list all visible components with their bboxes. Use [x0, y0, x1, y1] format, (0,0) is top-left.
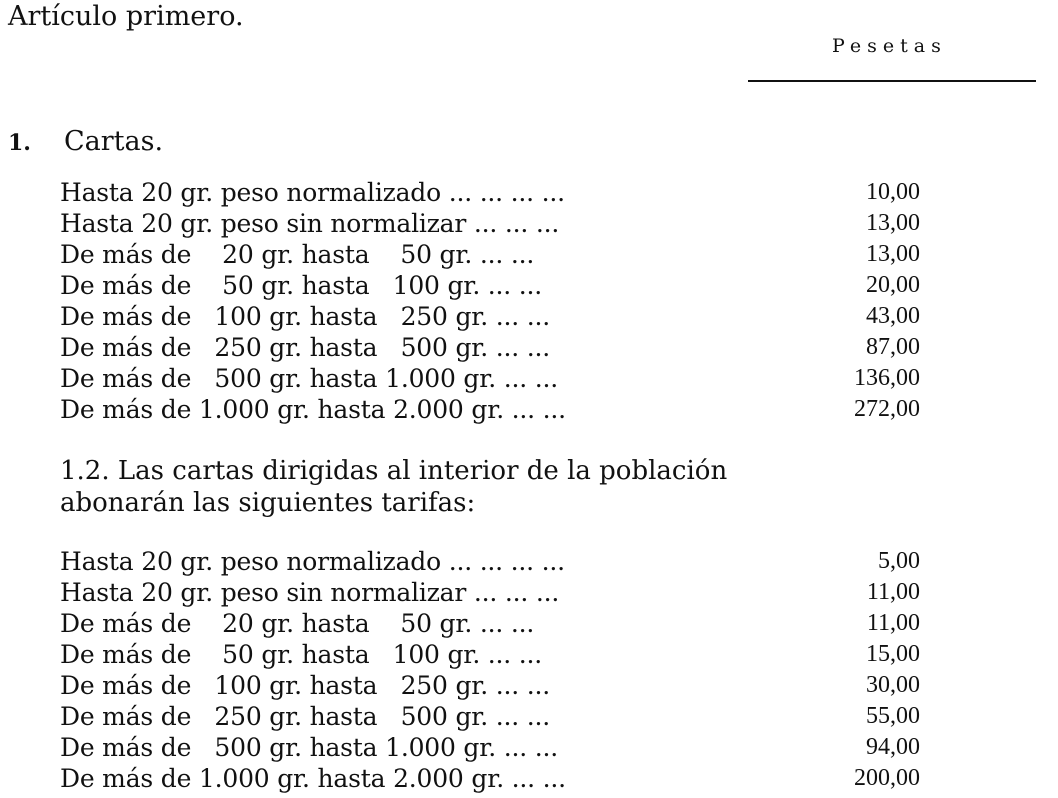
rate-description: Hasta 20 gr. peso normalizado ... ... ... ... — [60, 547, 565, 576]
rate-row — [60, 301, 930, 332]
rate-price: 30,00 — [866, 672, 920, 698]
rate-row — [60, 732, 930, 763]
section-heading — [8, 126, 163, 159]
rate-row — [60, 670, 930, 701]
rate-description: De más de 20 gr. hasta 50 gr. ... ... — [60, 240, 535, 269]
rate-price: 11,00 — [866, 579, 920, 605]
header-rule — [748, 80, 1036, 82]
rate-description: De más de 1.000 gr. hasta 2.000 gr. ... ... — [60, 764, 566, 793]
rate-price: 43,00 — [866, 303, 920, 329]
rate-price: 272,00 — [854, 396, 920, 422]
rate-description: De más de 250 gr. hasta 500 gr. ... ... — [60, 333, 550, 362]
rate-row — [60, 332, 930, 363]
rate-description: Hasta 20 gr. peso sin normalizar ... ... ... — [60, 578, 560, 607]
rate-description: De más de 50 gr. hasta 100 gr. ... ... — [60, 271, 543, 300]
rate-description: De más de 500 gr. hasta 1.000 gr. ... ... — [60, 364, 558, 393]
rate-price: 136,00 — [854, 365, 920, 391]
rate-row — [60, 763, 930, 794]
rate-description: De más de 50 gr. hasta 100 gr. ... ... — [60, 640, 543, 669]
rate-price: 87,00 — [866, 334, 920, 360]
rate-row — [60, 239, 930, 270]
currency-column-header: Pesetas — [832, 35, 947, 57]
rate-description: De más de 1.000 gr. hasta 2.000 gr. ... ... — [60, 395, 566, 424]
rate-row — [60, 701, 930, 732]
rate-table-local — [60, 546, 930, 794]
rate-row — [60, 177, 930, 208]
rate-price: 10,00 — [866, 179, 920, 205]
rate-description: De más de 100 gr. hasta 250 gr. ... ... — [60, 302, 550, 331]
rate-price: 55,00 — [866, 703, 920, 729]
rate-description: Hasta 20 gr. peso normalizado ... ... ... ... — [60, 178, 565, 207]
article-title: Artículo primero. — [8, 1, 244, 32]
section-title: Cartas. — [64, 126, 164, 157]
rate-description: De más de 500 gr. hasta 1.000 gr. ... ... — [60, 733, 558, 762]
rate-row — [60, 208, 930, 239]
rate-price: 200,00 — [854, 765, 920, 791]
rate-row — [60, 270, 930, 301]
rate-price: 13,00 — [866, 241, 920, 267]
rate-description: De más de 20 gr. hasta 50 gr. ... ... — [60, 609, 535, 638]
rate-price: 20,00 — [866, 272, 920, 298]
rate-row — [60, 363, 930, 394]
rate-price: 5,00 — [878, 548, 920, 574]
rate-row — [60, 546, 930, 577]
rate-price: 11,00 — [866, 610, 920, 636]
rate-row — [60, 394, 930, 425]
rate-row — [60, 577, 930, 608]
rate-price: 13,00 — [866, 210, 920, 236]
subsection-paragraph: 1.2. Las cartas dirigidas al interior de la población abonarán las siguientes tarifas: — [60, 456, 728, 518]
rate-description: Hasta 20 gr. peso sin normalizar ... ... ... — [60, 209, 560, 238]
rate-description: De más de 250 gr. hasta 500 gr. ... ... — [60, 702, 550, 731]
rate-row — [60, 639, 930, 670]
rate-row — [60, 608, 930, 639]
rate-price: 15,00 — [866, 641, 920, 667]
section-number: 1. — [8, 130, 31, 156]
rate-table-general — [60, 177, 930, 425]
rate-description: De más de 100 gr. hasta 250 gr. ... ... — [60, 671, 550, 700]
rate-price: 94,00 — [866, 734, 920, 760]
